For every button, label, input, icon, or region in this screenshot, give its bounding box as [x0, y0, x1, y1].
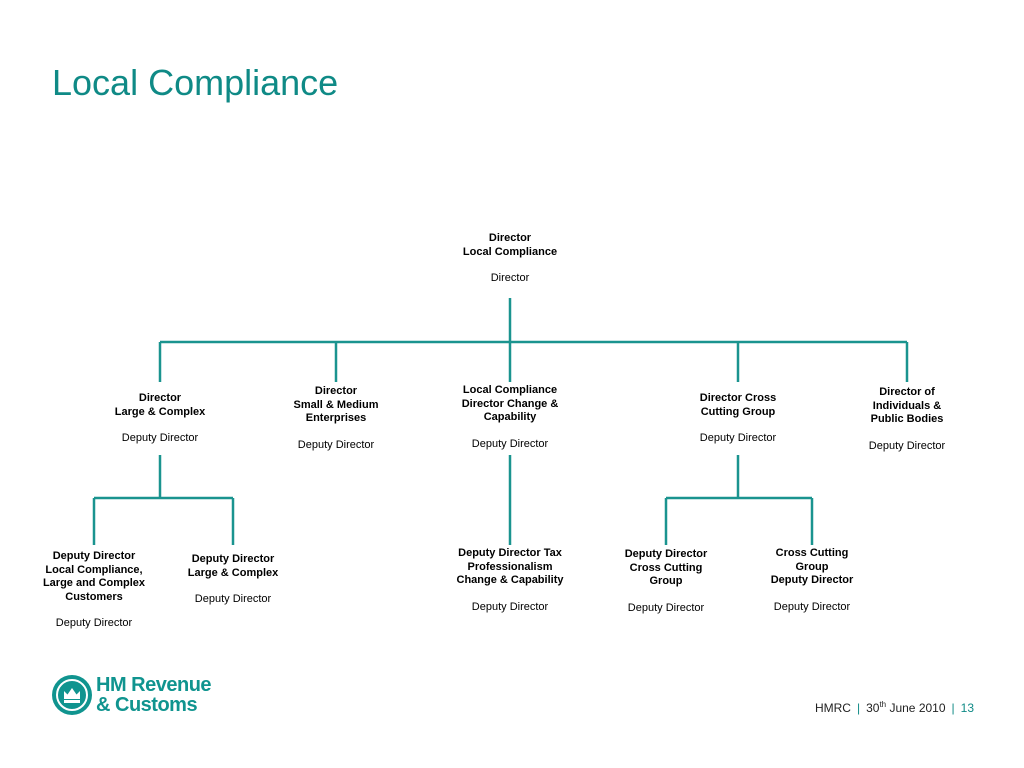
slide-footer [815, 700, 974, 715]
footer-org: HMRC [814, 701, 851, 715]
footer-date-rest: June 2010 [886, 701, 946, 715]
org-node-large-complex [95, 392, 225, 446]
node-name: Local Compliance Director Change & Capability [461, 384, 559, 424]
node-name: Cross Cutting Group Deputy Director [770, 547, 854, 587]
org-node-dd-cross-cutting [601, 548, 731, 615]
logo-wordmark [96, 675, 211, 715]
crown-crest-icon [52, 675, 92, 715]
node-role: Deputy Director [471, 437, 549, 450]
node-role: Deputy Director [471, 600, 549, 613]
org-node-dd-local-compliance-lc [29, 550, 159, 631]
node-role: Deputy Director [121, 432, 199, 445]
node-role: Deputy Director [55, 617, 133, 630]
node-name: Deputy Director Local Compliance, Large and Complex Customers [42, 550, 146, 603]
org-node-change-capability [440, 384, 580, 451]
node-name: Director Large & Complex [114, 392, 206, 418]
node-name: Director Small & Medium Enterprises [293, 385, 379, 425]
node-role: Deputy Director [627, 601, 705, 614]
node-role: Deputy Director [868, 439, 946, 452]
node-role: Deputy Director [699, 432, 777, 445]
org-node-small-medium [271, 385, 401, 452]
footer-page-number: 13 [960, 701, 974, 715]
node-name: Deputy Director Large & Complex [187, 553, 279, 579]
logo-line-1: HM Revenue [96, 674, 212, 696]
slide-title: Local Compliance [52, 62, 339, 103]
org-node-individuals-public [842, 386, 972, 453]
node-name: Director Local Compliance [462, 232, 558, 258]
node-role: Director [490, 272, 530, 285]
org-node-dd-tax-professionalism [440, 547, 580, 614]
node-role: Deputy Director [194, 593, 272, 606]
node-name: Director Cross Cutting Group [699, 392, 777, 418]
org-node-dd-large-complex [168, 553, 298, 607]
node-role: Deputy Director [297, 438, 375, 451]
node-name: Deputy Director Tax Professionalism Change & Capability [456, 547, 564, 587]
org-node-cross-cutting [673, 392, 803, 446]
hmrc-logo [52, 675, 222, 719]
footer-date-suffix: th [879, 700, 887, 709]
node-name: Deputy Director Cross Cutting Group [624, 548, 708, 588]
node-name: Director of Individuals & Public Bodies [870, 386, 944, 426]
logo-line-2: & Customs [96, 694, 198, 716]
footer-separator: | [951, 701, 955, 715]
org-node-root [445, 232, 575, 286]
org-node-cross-cutting-dd [747, 547, 877, 614]
footer-separator: | [856, 701, 861, 715]
footer-date-day: 30 [866, 701, 880, 715]
node-role: Deputy Director [773, 600, 851, 613]
